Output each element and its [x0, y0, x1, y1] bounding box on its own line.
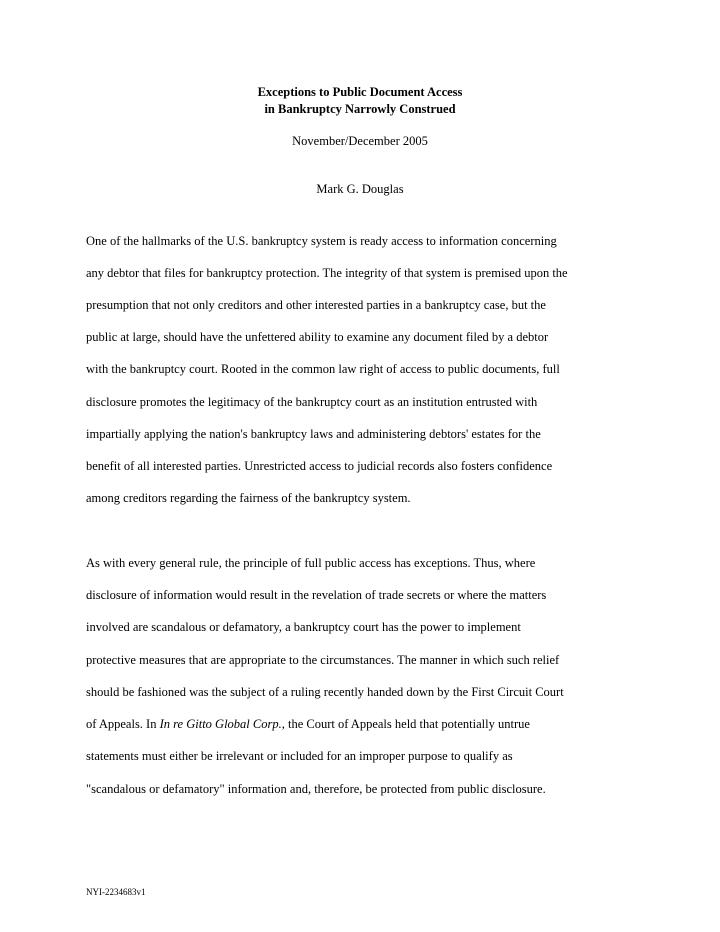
paragraph-1-line: among creditors regarding the fairness of the bankruptcy system.: [86, 491, 411, 505]
paragraph-1-line: One of the hallmarks of the U.S. bankruptcy system is ready access to information concerning: [86, 234, 557, 248]
paragraph-2-line: disclosure of information would result in the revelation of trade secrets or where the matters: [86, 588, 547, 602]
publication-date: November/December 2005: [292, 134, 428, 148]
document-title-line-1: Exceptions to Public Document Access: [257, 85, 463, 99]
paragraph-1-line: presumption that not only creditors and other interested parties in a bankruptcy case, but the: [86, 298, 546, 312]
paragraph-2-line: should be fashioned was the subject of a ruling recently handed down by the First Circuit Court: [86, 685, 564, 699]
paragraph-2-line: involved are scandalous or defamatory, a bankruptcy court has the power to implement: [86, 620, 521, 634]
citation-suffix: , the Court of Appeals held that potentially untrue: [281, 717, 530, 731]
paragraph-1-line: benefit of all interested parties. Unrestricted access to judicial records also fosters confidence: [86, 459, 553, 473]
paragraph-1-line: impartially applying the nation's bankruptcy laws and administering debtors' estates for the: [86, 427, 541, 441]
citation-prefix: of Appeals. In: [86, 717, 160, 731]
paragraph-1-line: public at large, should have the unfettered ability to examine any document filed by a debtor: [86, 330, 549, 344]
paragraph-2-line: statements must either be irrelevant or included for an improper purpose to qualify as: [86, 749, 513, 763]
paragraph-2-line: protective measures that are appropriate to the circumstances. The manner in which such relief: [86, 653, 560, 667]
paragraph-2-line-with-citation: [86, 716, 530, 733]
paragraph-2-line: As with every general rule, the principle of full public access has exceptions. Thus, where: [86, 556, 536, 570]
author-name: Mark G. Douglas: [316, 182, 404, 196]
paragraph-1-line: disclosure promotes the legitimacy of the bankruptcy court as an institution entrusted with: [86, 395, 538, 409]
paragraph-1-line: any debtor that files for bankruptcy protection. The integrity of that system is premised upon the: [86, 266, 568, 280]
paragraph-2-line: "scandalous or defamatory" information and, therefore, be protected from public disclosure.: [86, 782, 546, 796]
case-name: In re Gitto Global Corp.: [159, 717, 282, 731]
document-id-footer: NYI-2234683v1: [86, 887, 146, 897]
paragraph-1-line: with the bankruptcy court. Rooted in the common law right of access to public documents, full: [86, 362, 560, 376]
document-title-line-2: in Bankruptcy Narrowly Construed: [264, 102, 456, 116]
